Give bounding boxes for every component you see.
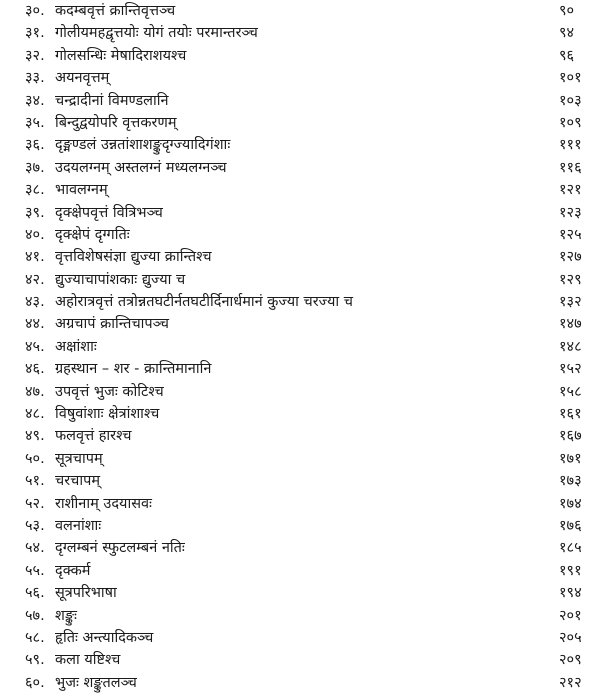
entry-title: विषुवांशाः क्षेत्रांशाश्च <box>55 406 160 423</box>
entry-number: ३१. <box>25 25 45 42</box>
entry-page-number: १७१ <box>559 450 582 467</box>
entry-page-number: ११६ <box>559 159 582 176</box>
toc-entry <box>0 269 600 291</box>
toc-entry <box>0 672 600 694</box>
entry-number: ४३. <box>25 294 45 311</box>
entry-title: उपवृत्तं भुजः कोटिश्च <box>55 383 164 400</box>
toc-entry <box>0 649 600 671</box>
entry-page-number: २०५ <box>559 629 582 646</box>
toc-entry <box>0 403 600 425</box>
entry-title: दृग्लम्बनं स्फुटलम्बनं नतिः <box>55 540 185 557</box>
toc-entry <box>0 560 600 582</box>
entry-page-number: २०९ <box>559 652 582 669</box>
entry-number: ४६. <box>25 361 45 378</box>
entry-page-number: १०३ <box>559 92 582 109</box>
entry-number: ३२. <box>25 47 45 64</box>
entry-page-number: १५८ <box>559 383 582 400</box>
entry-page-number: १७४ <box>559 495 582 512</box>
entry-number: ५५. <box>25 562 45 579</box>
entry-page-number: १४७ <box>559 316 582 333</box>
entry-page-number: १७३ <box>559 473 582 490</box>
toc-entry <box>0 67 600 89</box>
entry-number: ३६. <box>25 137 45 154</box>
entry-page-number: ९६ <box>559 47 575 64</box>
entry-number: ५३. <box>25 517 45 534</box>
entry-page-number: १९१ <box>559 562 582 579</box>
entry-number: ४०. <box>25 226 45 243</box>
toc-entry <box>0 358 600 380</box>
entry-title: द्युज्याचापांशकाः द्युज्या च <box>55 271 186 288</box>
entry-title: चन्द्रादीनां विमण्डलानि <box>55 92 169 109</box>
entry-page-number: १८५ <box>559 540 582 557</box>
entry-title: फलवृत्तं हारश्च <box>55 428 132 445</box>
entry-number: ३३. <box>25 70 45 87</box>
entry-title: बिन्दुद्वयोपरि वृत्तकरणम् <box>55 114 177 131</box>
entry-number: ५४. <box>25 540 45 557</box>
entry-page-number: २०१ <box>559 607 582 624</box>
entry-title: अहोरात्रवृत्तं तत्रोन्नतघटीर्नतघटीर्दिनार्धमानं कुज्या चरज्या च <box>55 294 353 311</box>
entry-number: ३८. <box>25 182 45 199</box>
entry-title: वृत्तविशेषसंज्ञा द्युज्या क्रान्तिश्च <box>55 249 212 266</box>
entry-title: भुजः शङ्कुतलञ्च <box>55 674 137 691</box>
entry-title: राशीनाम् उदयासवः <box>55 495 152 512</box>
toc-entry <box>0 224 600 246</box>
entry-title: सूत्रपरिभाषा <box>55 585 117 602</box>
entry-number: ३७. <box>25 159 45 176</box>
entry-number: ४७. <box>25 383 45 400</box>
entry-page-number: ९४ <box>559 25 575 42</box>
entry-number: ३४. <box>25 92 45 109</box>
toc-entry <box>0 515 600 537</box>
entry-page-number: १०९ <box>559 114 582 131</box>
entry-page-number: १२९ <box>559 271 582 288</box>
toc-entry <box>0 134 600 156</box>
toc-entry <box>0 313 600 335</box>
entry-number: ४५. <box>25 338 45 355</box>
toc-entry <box>0 291 600 313</box>
entry-page-number: १५२ <box>559 361 582 378</box>
toc-entry <box>0 45 600 67</box>
toc-entry <box>0 425 600 447</box>
entry-title: दृक्क्षेपं दृग्गतिः <box>55 226 130 243</box>
entry-page-number: १११ <box>559 137 582 154</box>
entry-number: ३०. <box>25 3 45 19</box>
entry-number: ५८. <box>25 629 45 646</box>
toc-entry <box>0 22 600 44</box>
entry-title: वलनांशाः <box>55 517 102 534</box>
entry-page-number: १२३ <box>559 204 582 221</box>
entry-title: हृतिः अन्त्यादिकञ्च <box>55 629 154 646</box>
entry-number: ५९. <box>25 652 45 669</box>
entry-title: कदम्बवृत्तं क्रान्तिवृत्तञ्च <box>55 3 176 19</box>
entry-number: ५२. <box>25 495 45 512</box>
entry-title: गोलीयमहद्वृत्तयोः योगं तयोः परमान्तरञ्च <box>55 25 258 42</box>
entry-number: ४४. <box>25 316 45 333</box>
entry-title: अयनवृत्तम् <box>55 70 110 87</box>
toc-entry <box>0 0 600 22</box>
toc-entry <box>0 157 600 179</box>
entry-page-number: १२१ <box>559 182 582 199</box>
entry-title: दृक्कर्म <box>55 562 91 579</box>
entry-number: ५१. <box>25 473 45 490</box>
entry-title: गोलसन्धिः मेषादिराशयश्च <box>55 47 187 64</box>
toc-entry <box>0 179 600 201</box>
toc-entry <box>0 582 600 604</box>
toc-entry <box>0 537 600 559</box>
entry-page-number: ९० <box>559 3 575 19</box>
entry-number: ४९. <box>25 428 45 445</box>
toc-entry <box>0 246 600 268</box>
entry-title: उदयलग्नम् अस्तलग्नं मध्यलग्नञ्च <box>55 159 227 176</box>
toc-entry <box>0 381 600 403</box>
toc-entry <box>0 493 600 515</box>
entry-title: दृङ्मण्डलं उन्नतांशाशङ्कुदृग्ज्यादिगंशाः <box>55 137 231 154</box>
entry-page-number: १६१ <box>559 406 582 423</box>
entry-number: ५०. <box>25 450 45 467</box>
entry-title: अग्रचापं क्रान्तिचापञ्च <box>55 316 169 333</box>
entry-number: ६०. <box>25 674 45 691</box>
entry-page-number: २१२ <box>559 674 582 691</box>
toc-entry <box>0 112 600 134</box>
entry-number: ३९. <box>25 204 45 221</box>
entry-page-number: १९४ <box>559 585 582 602</box>
toc-entry <box>0 448 600 470</box>
toc-entry <box>0 90 600 112</box>
toc-entry <box>0 336 600 358</box>
entry-page-number: १४८ <box>559 338 582 355</box>
entry-title: कला यष्टिश्च <box>55 652 121 669</box>
entry-page-number: १३२ <box>559 294 582 311</box>
entry-number: ४८. <box>25 406 45 423</box>
toc-entry <box>0 470 600 492</box>
entry-title: दृक्क्षेपवृत्तं वित्रिभञ्च <box>55 204 163 221</box>
entry-title: चरचापम् <box>55 473 101 490</box>
entry-number: ४२. <box>25 271 45 288</box>
toc-entry <box>0 202 600 224</box>
toc-entry <box>0 605 600 627</box>
entry-page-number: १०१ <box>559 70 582 87</box>
entry-page-number: १२७ <box>559 249 582 266</box>
entry-title: सूत्रचापम् <box>55 450 103 467</box>
entry-title: शङ्कुः <box>55 607 77 624</box>
entry-title: ग्रहस्थान – शर - क्रान्तिमानानि <box>55 361 212 378</box>
entry-number: ५६. <box>25 585 45 602</box>
entry-page-number: १२५ <box>559 226 582 243</box>
entry-number: ५७. <box>25 607 45 624</box>
entry-title: अक्षांशाः <box>55 338 97 355</box>
entry-number: ३५. <box>25 114 45 131</box>
toc-entry <box>0 627 600 649</box>
entry-page-number: १७६ <box>559 517 582 534</box>
entry-title: भावलग्नम् <box>55 182 108 199</box>
entry-number: ४१. <box>25 249 45 266</box>
entry-page-number: १६७ <box>559 428 582 445</box>
